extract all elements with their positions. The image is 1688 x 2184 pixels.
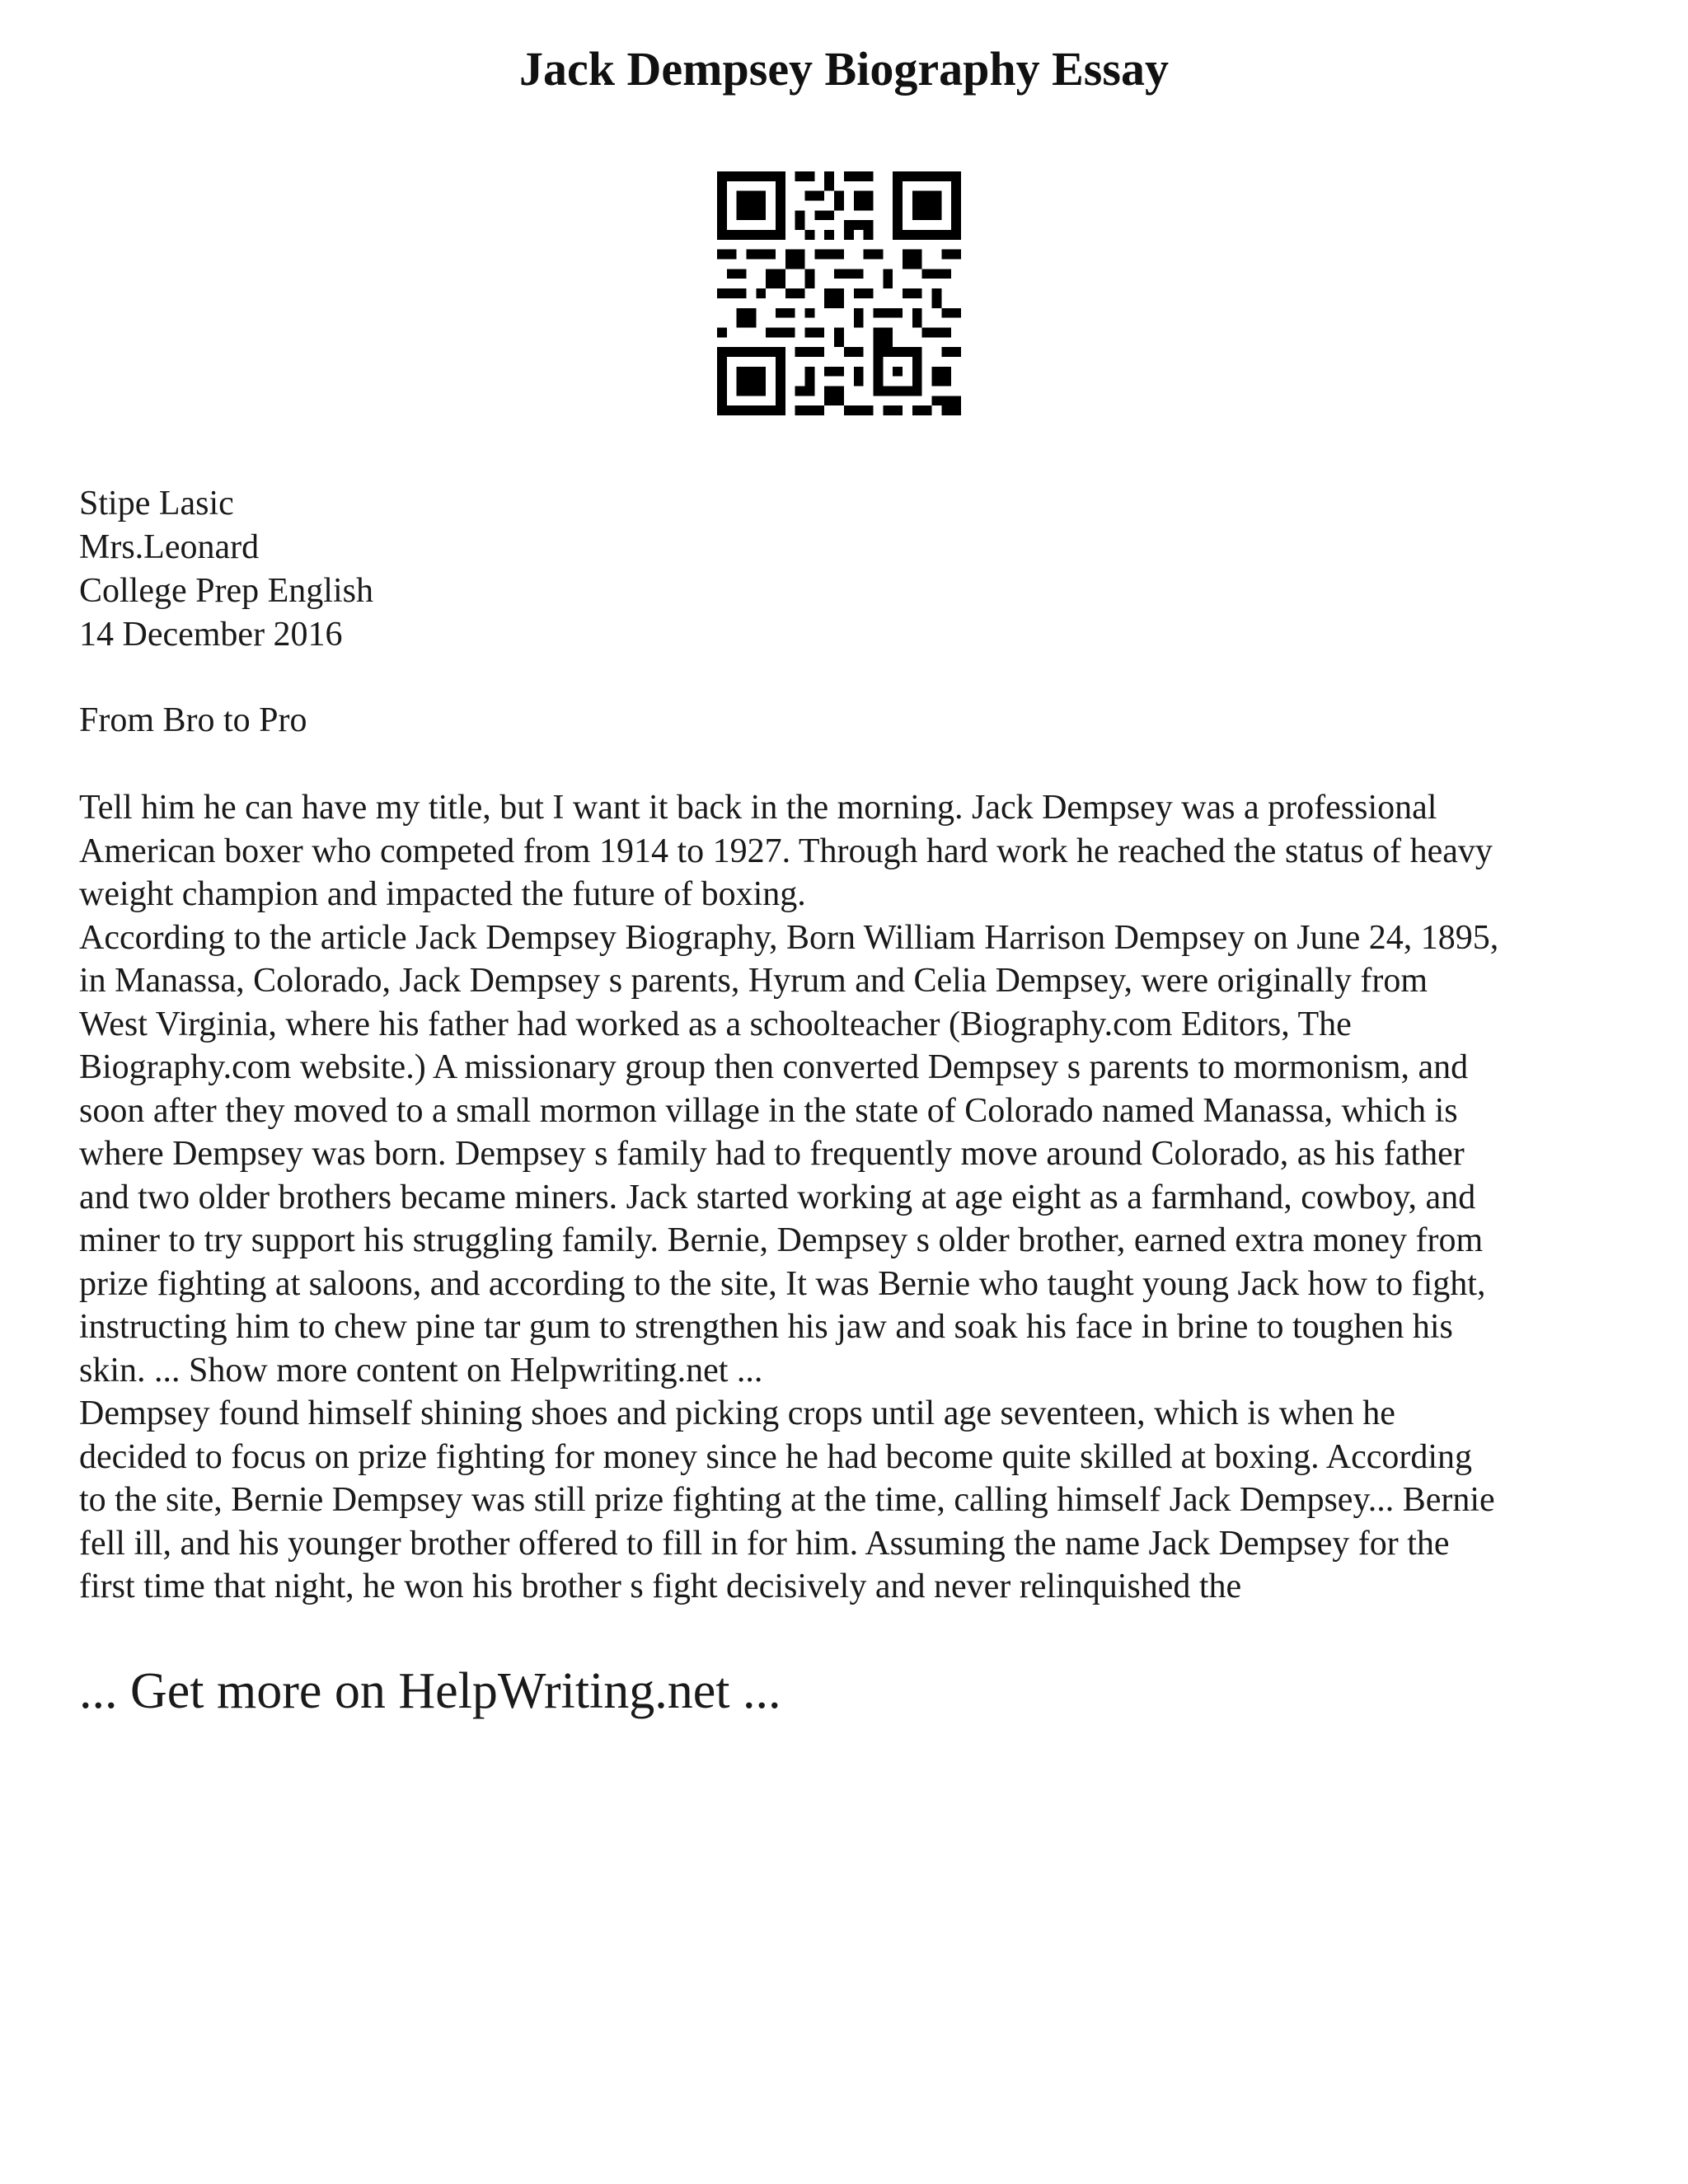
text-line: prize fighting at saloons, and according to the site, It was Bernie who taught young Jack how to fight, (79, 1264, 1486, 1303)
author-name: Stipe Lasic (79, 485, 234, 523)
text-line: West Virginia, where his father had worked as a schoolteacher (Biography.com Editors, The (79, 1005, 1352, 1043)
text-line: Biography.com website.) A missionary group then converted Dempsey s parents to mormonism, and (79, 1048, 1469, 1086)
paragraph (79, 916, 1629, 1393)
text-line: fell ill, and his younger brother offered to fill in for him. Assuming the name Jack Dempsey for the (79, 1524, 1450, 1563)
text-line: in Manassa, Colorado, Jack Dempsey s parents, Hyrum and Celia Dempsey, were originally from (79, 962, 1428, 1000)
essay-title: From Bro to Pro (79, 701, 307, 739)
text-line: instructing him to chew pine tar gum to strengthen his jaw and soak his face in brine to toughen his (79, 1308, 1453, 1346)
text-line: and two older brothers became miners. Jack started working at age eight as a farmhand, cowboy, and (79, 1178, 1476, 1216)
text-line: Dempsey found himself shining shoes and picking crops until age seventeen, which is when he (79, 1394, 1395, 1432)
text-line: Tell him he can have my title, but I want it back in the morning. Jack Dempsey was a professional (79, 789, 1437, 827)
text-line: where Dempsey was born. Dempsey s family had to frequently move around Colorado, as his father (79, 1135, 1465, 1173)
page-title: Jack Dempsey Biography Essay (519, 42, 1169, 96)
essay-date: 14 December 2016 (79, 616, 343, 654)
teacher-name: Mrs.Leonard (79, 528, 260, 566)
get-more-link[interactable]: ... Get more on HelpWriting.net ... (79, 1663, 781, 1719)
course-name: College Prep English (79, 572, 373, 610)
show-more-link[interactable]: skin. ... Show more content on Helpwriting.net ... (79, 1351, 763, 1390)
text-line: According to the article Jack Dempsey Biography, Born William Harrison Dempsey on June 24, 1895, (79, 918, 1499, 957)
text-line: soon after they moved to a small mormon village in the state of Colorado named Manassa, which is (79, 1091, 1458, 1130)
paragraph (79, 786, 1629, 916)
qr-code-icon (717, 171, 961, 415)
text-line: decided to focus on prize fighting for money since he had become quite skilled at boxing. According (79, 1437, 1473, 1476)
text-line: to the site, Bernie Dempsey was still prize fighting at the time, calling himself Jack Dempsey... Bernie (79, 1481, 1495, 1519)
paragraph (79, 1392, 1629, 1609)
essay-body (79, 786, 1629, 1609)
text-line: miner to try support his struggling family. Bernie, Dempsey s older brother, earned extra money from (79, 1221, 1484, 1259)
text-line: weight champion and impacted the future of boxing. (79, 875, 806, 913)
text-line: American boxer who competed from 1914 to 1927. Through hard work he reached the status of heavy (79, 832, 1493, 870)
essay-header (79, 482, 373, 657)
text-line: first time that night, he won his brother s fight decisively and never relinquished the (79, 1568, 1242, 1605)
